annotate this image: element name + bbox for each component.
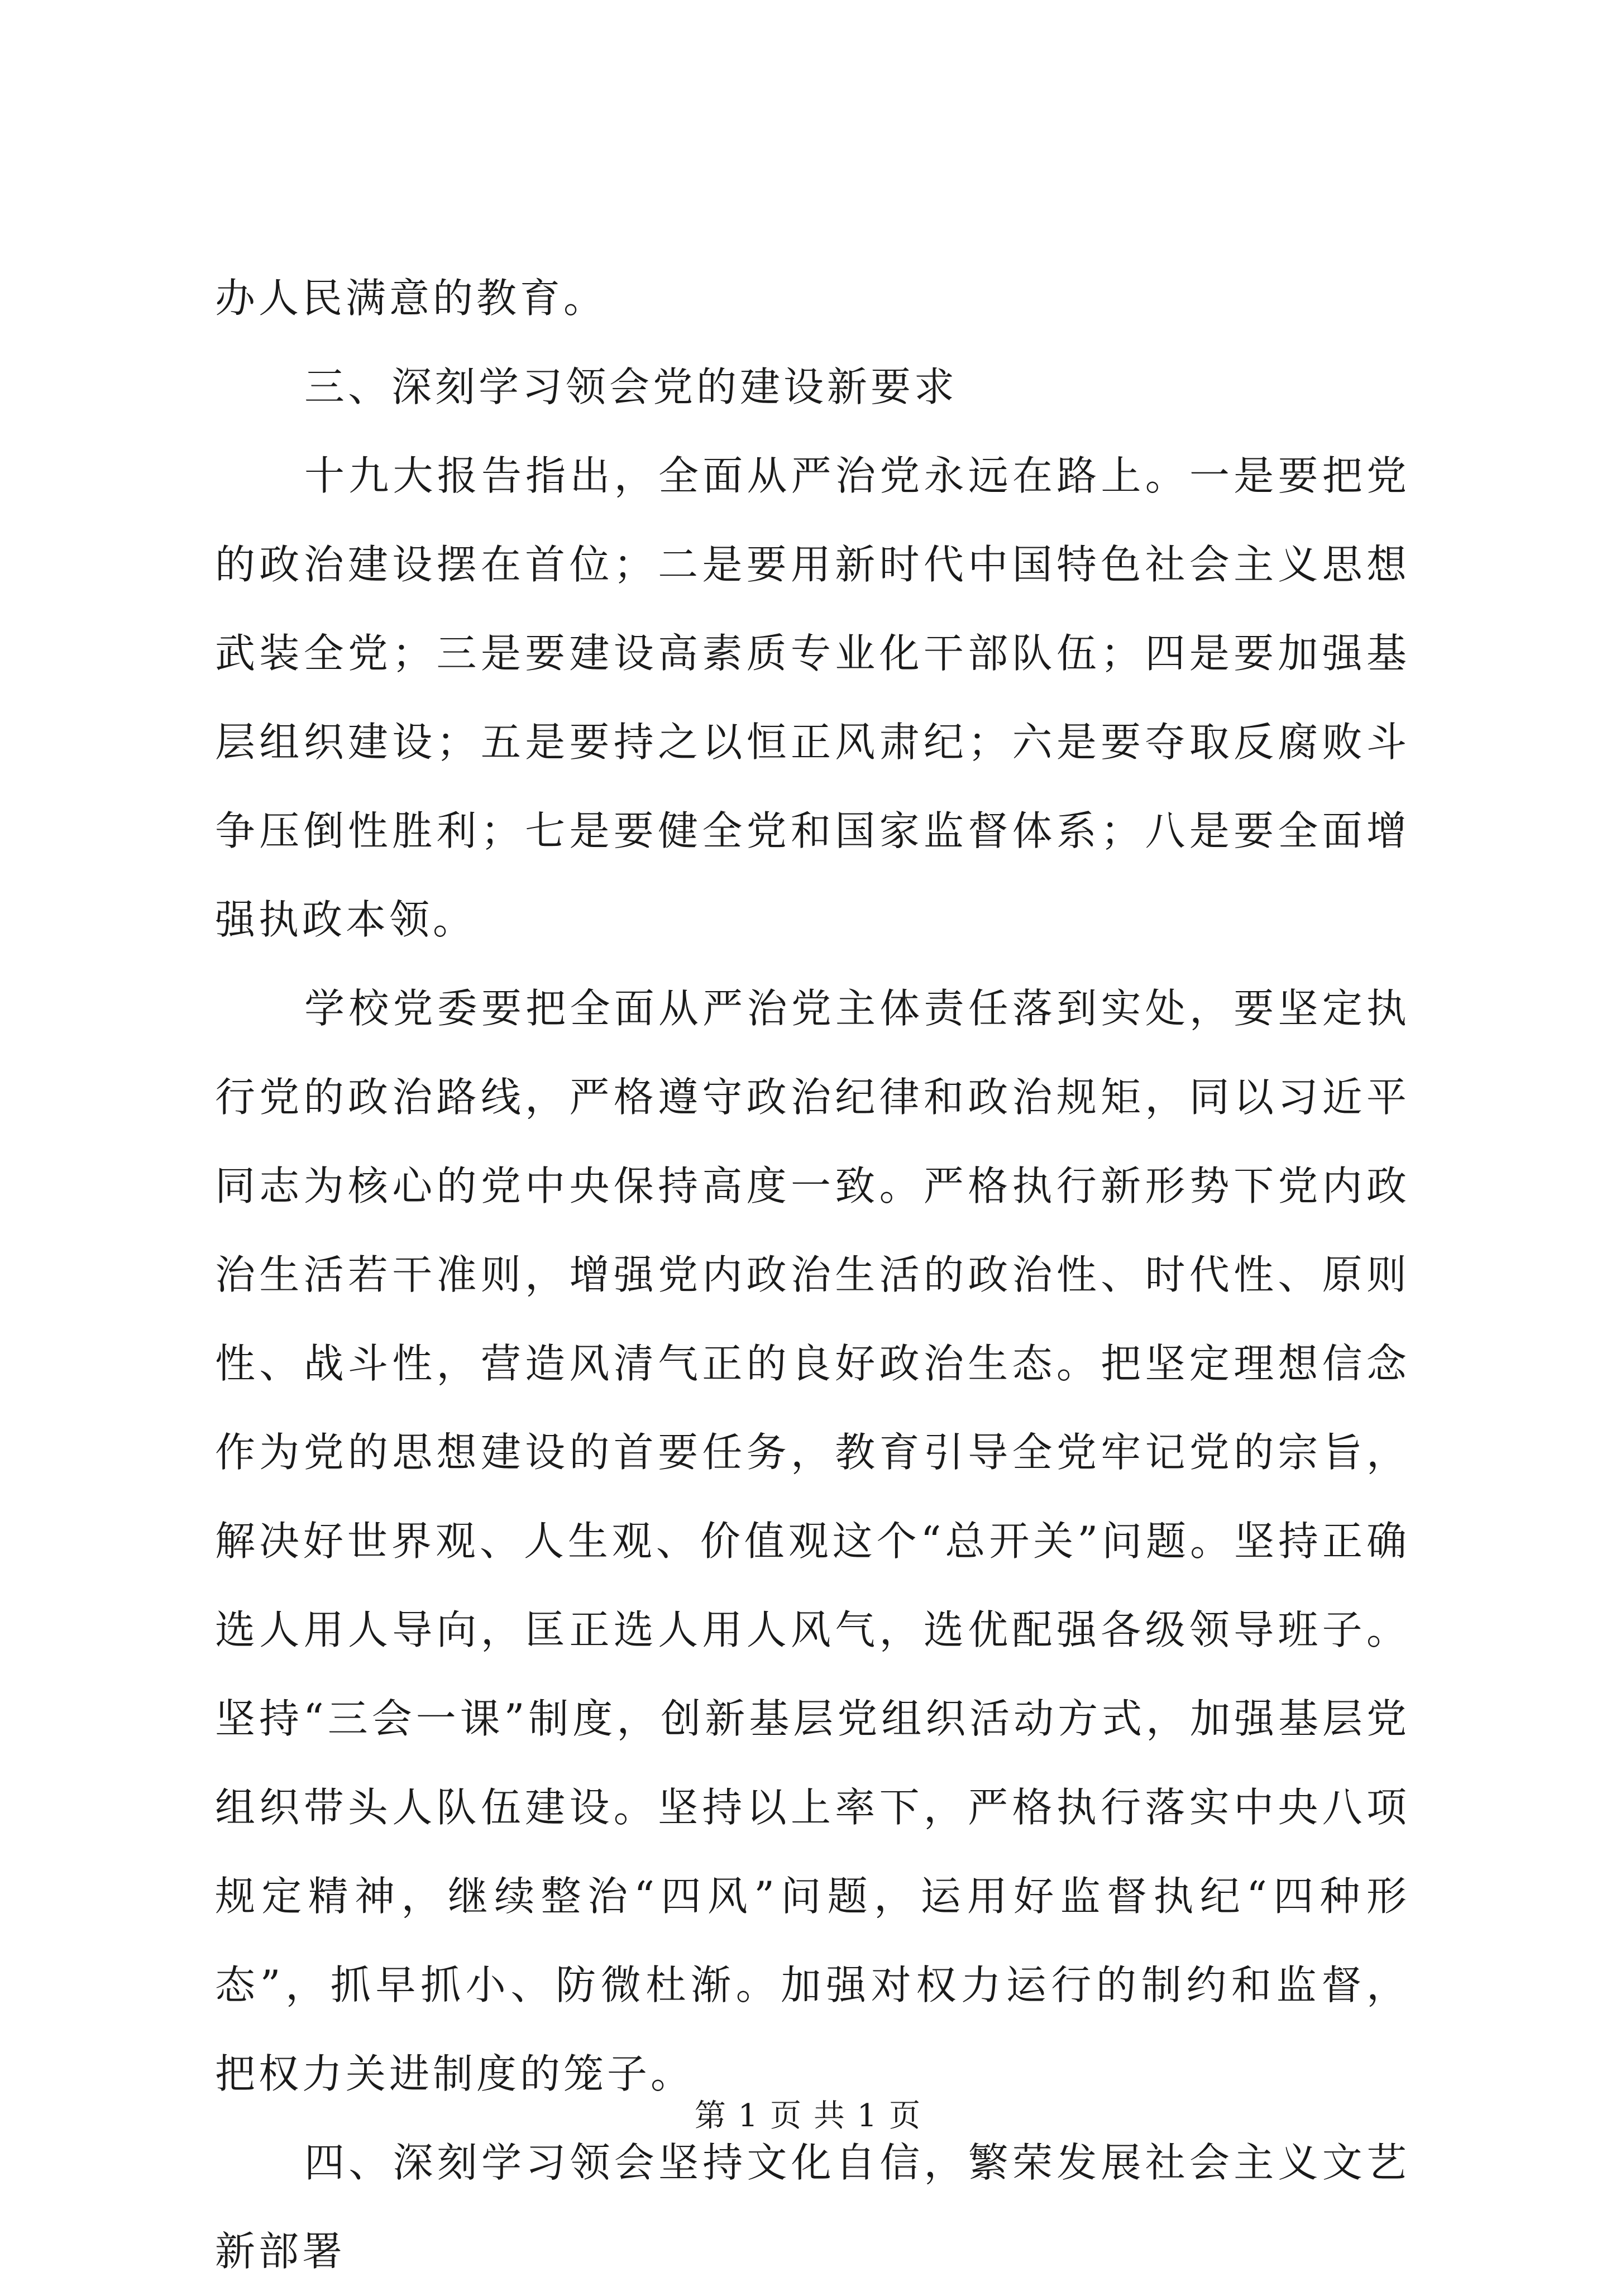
page-footer: 第 1 页 共 1 页 <box>694 2098 922 2134</box>
paragraph-continuation: 办人民满意的教育。 <box>215 275 608 322</box>
document-body <box>215 254 1410 2296</box>
paragraph-report-summary: 十九大报告指出，全面从严治党永远在路上。一是要把党的政治建设摆在首位；二是要用新时代中国特色社会主义思想武装全党；三是要建设高素质专业化干部队伍；四是要加强基层组织建设；五是要持之以恒正风肃纪；六是要夺取反腐败斗争压倒性胜利；七是要健全党和国家监督体系；八是要全面增强执政本领。 <box>215 452 1410 943</box>
section-heading-4: 四、深刻学习领会坚持文化自信，繁荣发展社会主义文艺新部署 <box>215 2139 1410 2275</box>
paragraph-school-party-committee: 学校党委要把全面从严治党主体责任落到实处，要坚定执行党的政治路线，严格遵守政治纪律和政治规矩，同以习近平同志为核心的党中央保持高度一致。严格执行新形势下党内政治生活若干准则，增强党内政治生活的政治性、时代性、原则性、战斗性，营造风清气正的良好政治生态。把坚定理想信念作为党的思想建设的首要任务，教育引导全党牢记党的宗旨，解决好世界观、人生观、价值观这个“总开关”问题。坚持正确选人用人导向，匡正选人用人风气，选优配强各级领导班子。坚持“三会一课”制度，创新基层党组织活动方式，加强基层党组织带头人队伍建设。坚持以上率下，严格执行落实中央八项规定精神，继续整治“四风”问题，运用好监督执纪“四种形态”，抓早抓小、防微杜渐。加强对权力运行的制约和监督，把权力关进制度的笼子。 <box>215 985 1410 2097</box>
section-heading-3: 三、深刻学习领会党的建设新要求 <box>304 363 958 410</box>
